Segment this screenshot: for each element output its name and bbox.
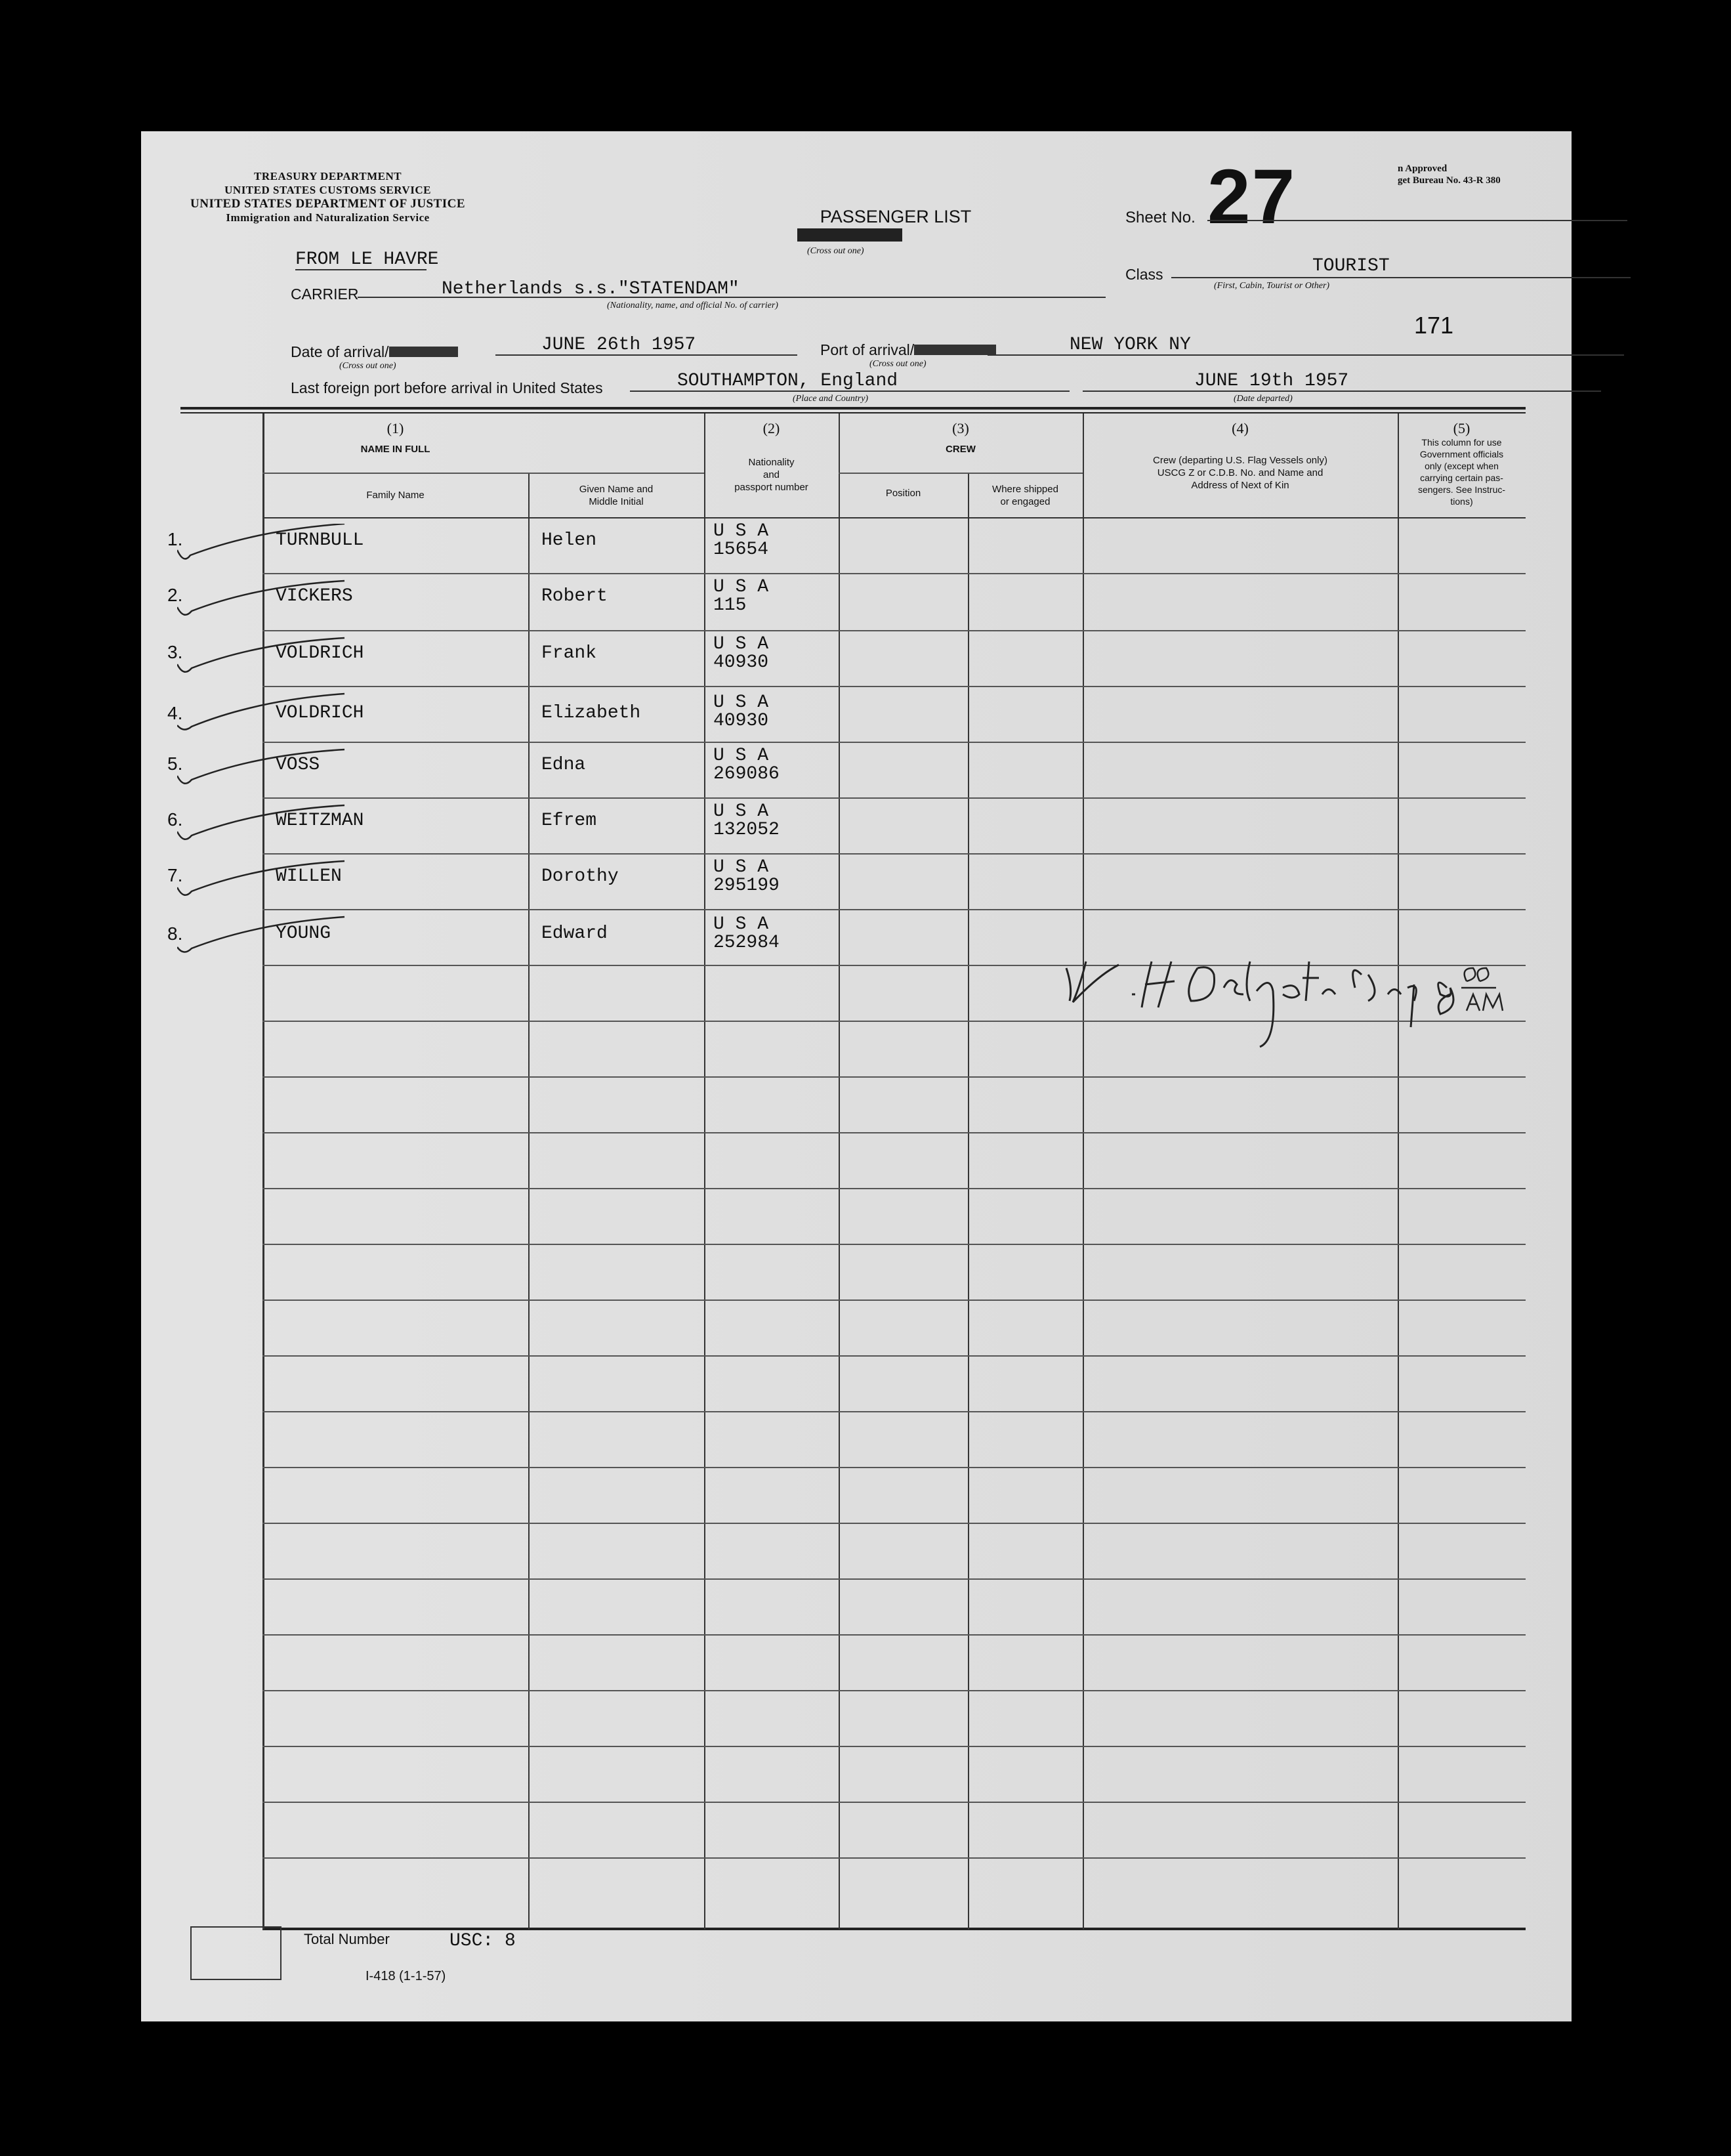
carrier-label: CARRIER <box>291 285 359 303</box>
from-port: FROM LE HAVRE <box>295 249 439 270</box>
col4-number: (4) <box>1232 420 1249 436</box>
given-name: Dorothy <box>541 866 619 887</box>
date-label <box>291 343 458 361</box>
col1-number: (1) <box>386 420 404 436</box>
heading-line: and <box>762 469 780 480</box>
heading-line: passport number <box>734 482 808 493</box>
check-mark-icon <box>177 804 348 843</box>
passport-number: 40930 <box>713 652 769 673</box>
row-number: 1. <box>167 529 183 549</box>
row-rule <box>262 1076 1526 1078</box>
row-rule <box>262 630 1526 631</box>
passenger-list-sheet <box>141 131 1572 2021</box>
row-rule <box>262 686 1526 687</box>
row-rule <box>262 853 1526 855</box>
approval-line: n Approved <box>1398 163 1448 174</box>
total-box <box>190 1926 282 1980</box>
passport-number: 252984 <box>713 933 780 953</box>
signature-text <box>141 131 142 132</box>
passport-number: 15654 <box>713 539 769 560</box>
cross-out-caption: (Cross out one) <box>807 246 864 256</box>
departed-underline <box>1083 391 1601 392</box>
table-top-rule <box>180 407 1526 410</box>
col2-number: (2) <box>762 420 780 436</box>
family-name: WILLEN <box>276 866 342 887</box>
row-number: 2. <box>167 585 183 605</box>
col5-number: (5) <box>1453 420 1470 436</box>
carrier-underline <box>358 297 1106 298</box>
passport-number: 132052 <box>713 820 780 840</box>
col4-title <box>1083 454 1398 492</box>
form-number: I-418 (1-1-57) <box>365 1969 446 1983</box>
nationality: U S A <box>713 634 769 654</box>
passport-number: 40930 <box>713 711 769 731</box>
row-number: 6. <box>167 809 183 830</box>
nationality: U S A <box>713 692 769 713</box>
where-shipped-heading <box>968 483 1083 508</box>
row-rule <box>262 573 1526 574</box>
col5-title <box>1398 436 1526 507</box>
col3-number: (3) <box>952 420 969 436</box>
row-number: 7. <box>167 865 183 885</box>
last-port-value: SOUTHAMPTON, England <box>677 371 898 391</box>
heading-line: only (except when <box>1425 461 1499 471</box>
sheet-number: 27 <box>1207 154 1297 240</box>
agency-line: UNITED STATES CUSTOMS SERVICE <box>224 184 431 196</box>
row-rule <box>262 1523 1526 1524</box>
port-caption: (Cross out one) <box>869 359 927 369</box>
row-rule <box>262 1467 1526 1468</box>
budget-approval <box>1306 163 1501 186</box>
heading-line: tions) <box>1450 496 1473 507</box>
table-row <box>167 797 1532 853</box>
table-row <box>167 517 1532 572</box>
row-rule <box>262 1244 1526 1245</box>
table-row <box>167 630 1532 685</box>
agency-line: UNITED STATES DEPARTMENT OF JUSTICE <box>190 197 466 211</box>
heading-line: Middle Initial <box>589 496 644 507</box>
family-name: YOUNG <box>276 923 331 944</box>
row-rule <box>262 1802 1526 1803</box>
table-row <box>167 853 1532 908</box>
inspector-signature <box>1060 948 1532 1053</box>
last-port-caption: (Place and Country) <box>793 394 869 404</box>
date-caption: (Cross out one) <box>339 361 396 371</box>
family-name: VICKERS <box>276 586 353 606</box>
check-mark-icon <box>177 524 348 563</box>
passport-number: 269086 <box>713 764 780 784</box>
nationality: U S A <box>713 577 769 597</box>
port-underline <box>988 354 1624 356</box>
date-underline <box>495 354 797 356</box>
check-mark-icon <box>177 748 348 788</box>
heading-line: This column for use <box>1421 437 1502 448</box>
page-title: PASSENGER LIST <box>820 207 972 226</box>
last-port-label: Last foreign port before arrival in United States <box>291 379 603 396</box>
family-name: TURNBULL <box>276 530 364 551</box>
check-mark-icon <box>177 916 348 955</box>
crossed-out-word <box>797 228 902 242</box>
row-rule <box>262 1690 1526 1691</box>
last-port-underline <box>630 391 1070 392</box>
check-mark-icon <box>177 637 348 676</box>
family-name: VOLDRICH <box>276 703 364 723</box>
check-mark-icon <box>177 692 348 732</box>
from-underline <box>295 269 427 270</box>
col3-title: CREW <box>946 444 976 455</box>
heading-line: Government officials <box>1419 449 1504 459</box>
total-label: Total Number <box>304 1931 390 1947</box>
row-number: 3. <box>167 642 183 662</box>
heading-line: Crew (departing U.S. Flag Vessels only) <box>1153 455 1327 466</box>
date-label-text: Date of arrival/ <box>291 343 389 360</box>
table-row <box>167 686 1532 741</box>
agency-line: Immigration and Naturalization Service <box>226 211 430 224</box>
heading-line: USCG Z or C.D.B. No. and Name and <box>1157 467 1324 478</box>
given-name: Robert <box>541 586 608 606</box>
nationality: U S A <box>713 857 769 877</box>
row-rule <box>262 1411 1526 1412</box>
header-subline <box>839 473 1083 474</box>
check-mark-icon <box>177 580 348 619</box>
family-name: VOLDRICH <box>276 643 364 664</box>
passport-number: 295199 <box>713 876 780 896</box>
heading-line: Given Name and <box>579 484 654 495</box>
page-number: 171 <box>1414 312 1454 339</box>
port-label-text: Port of arrival/ <box>820 341 915 358</box>
heading-line: Nationality <box>748 457 795 468</box>
given-name: Helen <box>541 530 597 551</box>
row-rule <box>262 1578 1526 1580</box>
heading-line: carrying certain pas- <box>1420 473 1503 483</box>
given-name: Elizabeth <box>541 703 641 723</box>
struck-text <box>914 345 996 355</box>
table-row <box>167 573 1532 628</box>
table-bottom-rule <box>262 1928 1526 1930</box>
port-value: NEW YORK NY <box>1070 335 1191 355</box>
heading-line: Address of Next of Kin <box>1191 480 1289 491</box>
row-rule <box>262 1634 1526 1636</box>
class-underline <box>1171 277 1631 278</box>
col2-title <box>704 456 839 494</box>
given-name: Edward <box>541 923 608 944</box>
sheet-label: Sheet No. <box>1125 209 1196 226</box>
carrier-caption: (Nationality, name, and official No. of carrier) <box>607 301 778 310</box>
row-rule <box>262 1746 1526 1747</box>
class-caption: (First, Cabin, Tourist or Other) <box>1214 281 1330 291</box>
passport-number: 115 <box>713 595 747 616</box>
table-row <box>167 742 1532 797</box>
approval-line: get Bureau No. 43-R 380 <box>1398 175 1501 186</box>
nationality: U S A <box>713 801 769 822</box>
row-rule <box>262 797 1526 799</box>
nationality: U S A <box>713 521 769 541</box>
row-rule <box>262 909 1526 910</box>
row-number: 4. <box>167 703 183 723</box>
row-rule <box>262 1132 1526 1133</box>
departed-value: JUNE 19th 1957 <box>1194 371 1349 391</box>
class-label: Class <box>1125 266 1163 283</box>
given-name-heading <box>528 483 704 508</box>
nationality: U S A <box>713 746 769 766</box>
header-subline <box>262 473 704 474</box>
family-name-heading: Family Name <box>366 490 425 501</box>
agency-line: TREASURY DEPARTMENT <box>254 170 402 182</box>
row-rule <box>262 742 1526 743</box>
given-name: Edna <box>541 755 586 775</box>
departed-caption: (Date departed) <box>1234 394 1293 404</box>
date-value: JUNE 26th 1957 <box>541 335 696 355</box>
passenger-table <box>167 407 1532 1943</box>
position-heading: Position <box>885 488 921 499</box>
port-label <box>820 341 996 359</box>
row-number: 5. <box>167 753 183 774</box>
agency-header <box>190 169 465 224</box>
check-mark-icon <box>177 860 348 899</box>
row-rule <box>262 1188 1526 1189</box>
sheet-underline <box>1207 220 1627 221</box>
heading-line: or engaged <box>1000 496 1051 507</box>
given-name: Frank <box>541 643 597 664</box>
row-rule <box>262 1857 1526 1859</box>
row-rule <box>262 1300 1526 1301</box>
heading-line: sengers. See Instruc- <box>1417 484 1506 495</box>
given-name: Efrem <box>541 811 597 831</box>
class-value: TOURIST <box>1312 256 1390 276</box>
row-number: 8. <box>167 923 183 944</box>
heading-line: Where shipped <box>992 484 1058 495</box>
carrier-value: Netherlands s.s."STATENDAM" <box>442 279 740 299</box>
row-rule <box>262 1355 1526 1357</box>
table-top-rule-2 <box>180 412 1526 413</box>
nationality: U S A <box>713 914 769 935</box>
family-name: VOSS <box>276 755 320 775</box>
struck-text <box>389 347 458 357</box>
total-value: USC: 8 <box>449 1931 516 1951</box>
col1-title: NAME IN FULL <box>360 444 430 455</box>
family-name: WEITZMAN <box>276 811 364 831</box>
